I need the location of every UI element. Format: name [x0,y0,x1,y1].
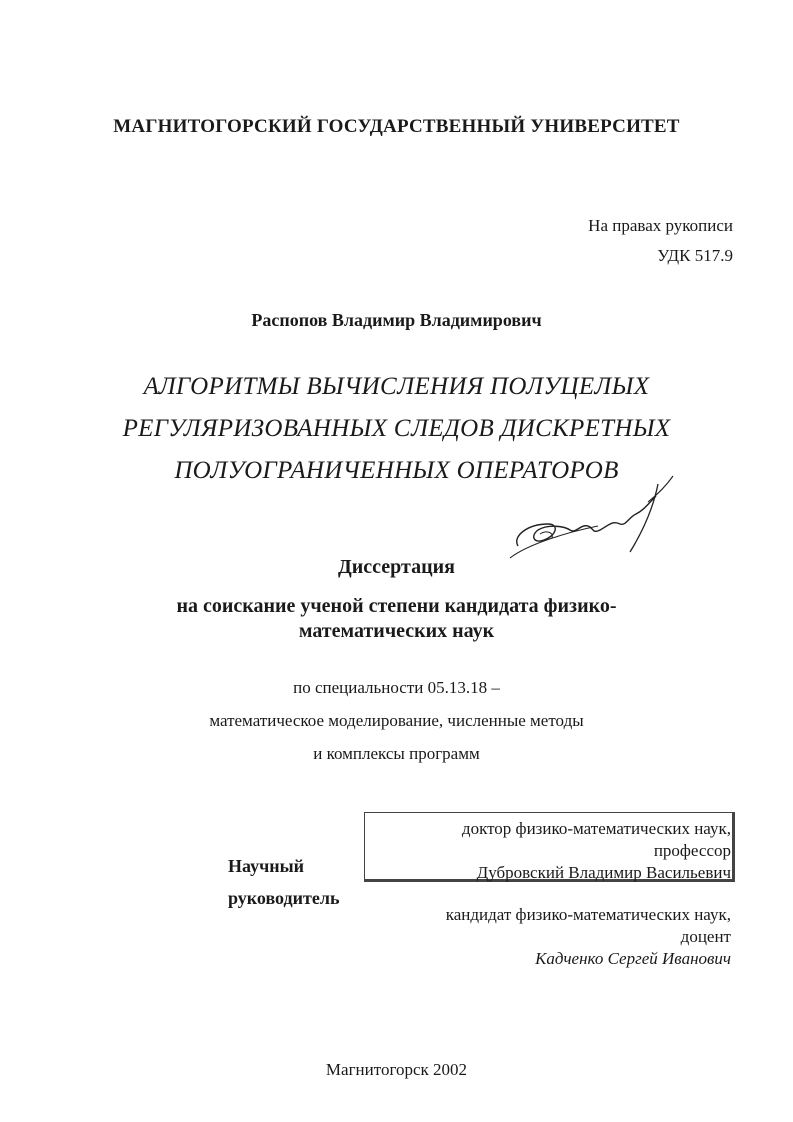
supervisor-label-line: руководитель [228,888,340,908]
supervisor1-degree: доктор физико-математических наук, [461,819,731,838]
title-line: РЕГУЛЯРИЗОВАННЫХ СЛЕДОВ ДИСКРЕТНЫХ [122,415,671,442]
degree-line: математических наук [298,620,495,642]
supervisor2-block [446,904,731,970]
supervisor-label-line: Научный [228,856,305,876]
supervisor-label [228,850,339,914]
supervisor1-title: профессор [653,841,731,860]
manuscript-note: На правах рукописи [588,216,733,235]
supervisor1-block [462,818,731,884]
document-type: Диссертация [338,556,455,578]
supervisor2-degree: кандидат физико-математических наук, [445,905,731,924]
title-line: АЛГОРИТМЫ ВЫЧИСЛЕНИЯ ПОЛУЦЕЛЫХ [143,373,650,400]
supervisor2-name: Кадченко Сергей Иванович [535,949,731,968]
udc-code: УДК 517.9 [657,246,733,265]
degree-line: на соискание ученой степени кандидата физико- [176,595,617,617]
author-name: Распопов Владимир Владимирович [251,310,542,330]
university-name: МАГНИТОГОРСКИЙ ГОСУДАРСТВЕННЫЙ УНИВЕРСИТЕТ [113,116,680,137]
signature-icon [508,474,688,564]
city-year: Магнитогорск 2002 [325,1060,468,1079]
degree-sought [0,594,793,644]
specialty [0,671,793,770]
specialty-line: математическое моделирование, численные методы [209,711,584,730]
supervisor2-title: доцент [680,927,731,946]
specialty-line: по специальности 05.13.18 – [293,678,500,697]
supervisor1-name: Дубровский Владимир Васильевич [476,863,731,882]
title-line: ПОЛУОГРАНИЧЕННЫХ ОПЕРАТОРОВ [174,457,619,484]
specialty-line: и комплексы программ [313,744,480,763]
